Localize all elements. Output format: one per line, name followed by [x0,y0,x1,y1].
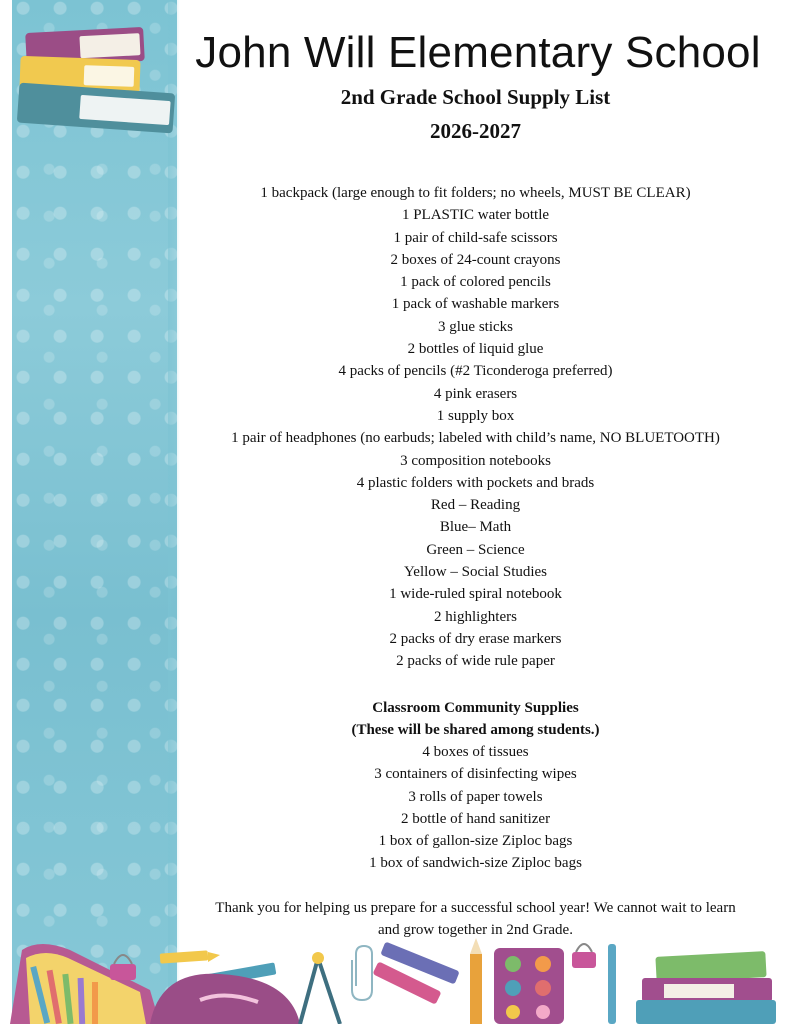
list-item: 1 box of sandwich-size Ziploc bags [369,855,582,872]
list-item: 4 pink erasers [433,385,518,402]
list-item: 4 packs of pencils (#2 Ticonderoga preferred) [338,363,613,380]
list-item: 2 packs of wide rule paper [396,653,555,670]
list-title: 2nd Grade School Supply List [340,85,611,109]
list-item: Green – Science [426,541,525,558]
pen-icon [608,944,616,1024]
list-item: 4 boxes of tissues [422,744,529,760]
list-item: 2 bottles of liquid glue [407,341,544,358]
list-item: Blue– Math [439,519,512,536]
supply-list [180,182,771,673]
backpack-icon [150,974,300,1024]
school-supplies-icon [0,930,791,1024]
list-item: 1 box of gallon-size Ziploc bags [378,833,573,850]
pencil-icon [470,938,482,1024]
list-item: 1 pack of washable markers [391,296,560,313]
list-item: 1 pair of child-safe scissors [393,229,558,246]
binder-clip-icon [572,944,596,968]
list-item: 3 containers of disinfecting wipes [374,766,577,783]
compass-icon [300,952,340,1024]
list-item: 3 glue sticks [438,318,513,335]
school-year: 2026-2027 [430,119,521,143]
list-item: 3 rolls of paper towels [408,788,543,805]
paint-palette-icon [494,948,564,1024]
watercolor-strip [12,0,177,1024]
list-item: 1 wide-ruled spiral notebook [389,586,562,603]
list-item: 2 highlighters [434,608,517,625]
list-item: 1 pair of headphones (no earbuds; labeled with child’s name, NO BLUETOOTH) [231,430,720,447]
list-item: 3 composition notebooks [400,452,551,469]
list-item: 1 PLASTIC water bottle [401,207,550,224]
community-supply-list [180,741,771,875]
list-item: 1 pack of colored pencils [400,274,551,291]
school-name: John Will Elementary School [195,28,761,77]
binder-clip-icon [110,955,136,980]
list-item: Yellow – Social Studies [403,564,548,581]
list-item: 2 boxes of 24-count crayons [390,251,561,268]
list-item: 4 plastic folders with pockets and brads [356,474,595,491]
marker-icon [372,942,459,1005]
list-item: Red – Reading [430,497,521,514]
book-stack-icon [636,951,776,1024]
thank-you-message: Thank you for helping us prepare for a successful school year! We cannot wait to learn and grow together in 2nd Grade. [215,900,736,938]
pencil-case-icon [10,944,160,1024]
watercolor-strip-edge [168,0,180,1024]
list-item: 1 supply box [436,407,515,424]
list-item: 1 backpack (large enough to fit folders; no wheels, MUST BE CLEAR) [260,185,691,201]
community-subheading: (These will be shared among students.) [351,722,600,738]
list-item: 2 bottle of hand sanitizer [400,810,551,827]
paperclip-icon [352,946,372,1000]
community-heading: Classroom Community Supplies [372,700,579,716]
list-item: 2 packs of dry erase markers [389,630,562,647]
